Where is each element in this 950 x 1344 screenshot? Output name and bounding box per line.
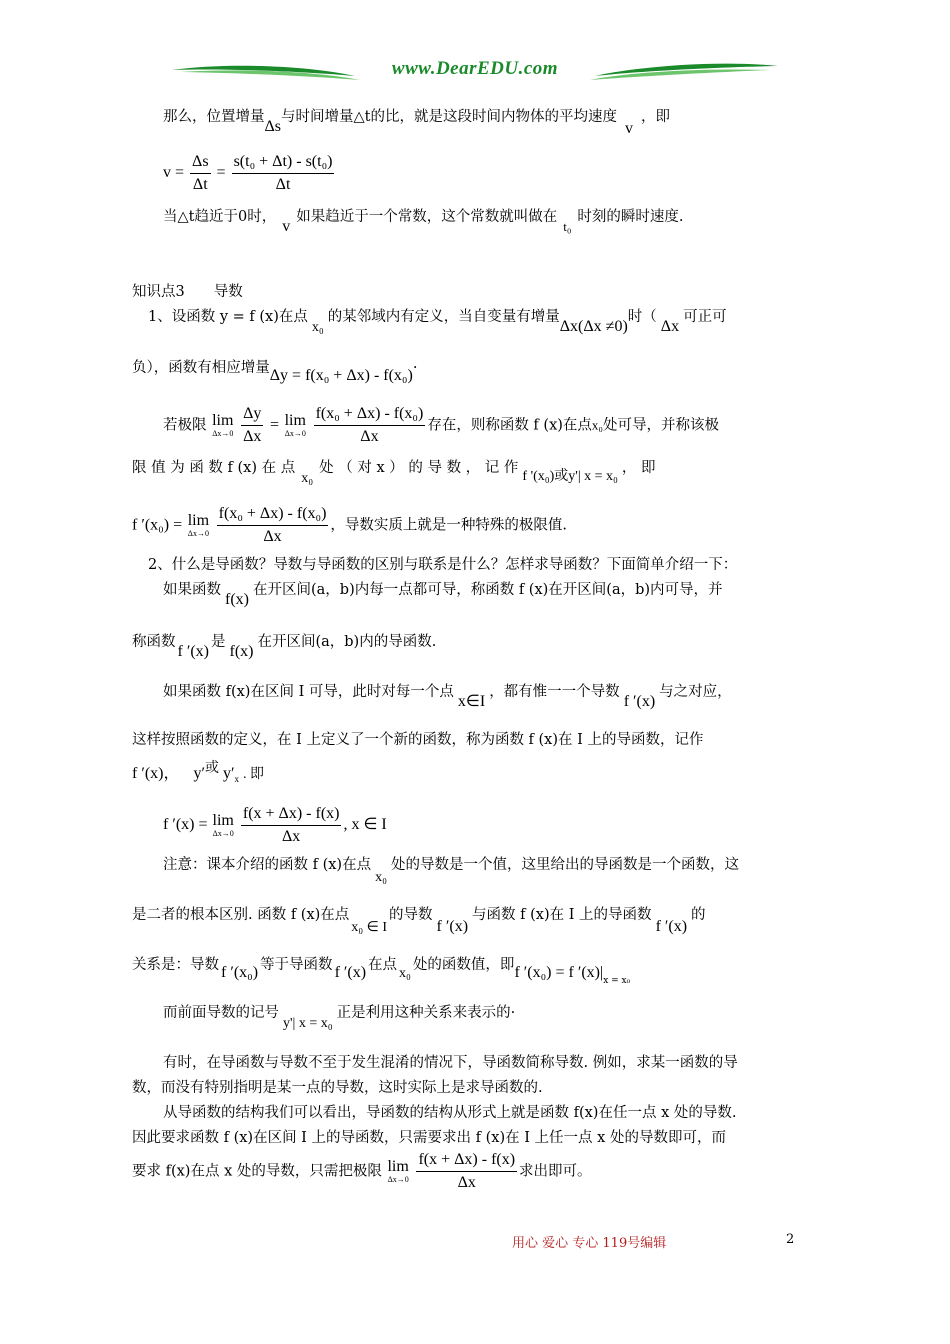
text-line: 称函数f ′(x)是f(x)在开区间(a，b)内的导函数. (132, 634, 437, 660)
equation-derivative-function: f ′(x) = lim Δx→0 $\frac{f(x + \Delta x) - f(x)}{\Delta x}$ , x ∈ I (163, 805, 387, 845)
text-line: 那么，位置增量Δs与时间增量△t的比，就是这段时间内物体的平均速度v，即 (163, 109, 670, 137)
limit-operator: lim Δx→0 (284, 411, 306, 438)
text-line: 这样按照函数的定义，在 I 上定义了一个新的函数，称为函数 f (x)在 I 上的导函数，记作 (132, 732, 704, 748)
site-header (170, 56, 780, 86)
fraction: $\frac{f(x + \Delta x) - f(x)}{\Delta x}$ (242, 805, 340, 845)
text-line: 注意：课本介绍的函数 f (x)在点x₀处的导数是一个值，这里给出的导函数是一个函数，这 (163, 857, 739, 885)
text-line: 如果函数 f(x)在区间 I 可导，此时对每一个点x∈I，都有惟一一个导数f ′(x)与之对应， (163, 684, 732, 710)
text-line: f ′(x)， y′或 $y'_x$ . 即 (132, 761, 264, 785)
text-line: 若极限 lim Δx→0 $\frac{\Delta y}{\Delta x}$ = lim Δx→0 $\frac{\text{f(x₀ + Δx) - f(x₀)}}{\Delta x}$ 存在，则称函数 f (x)在点x₀处可导，并称该极 (163, 405, 719, 445)
section-title: 知识点3 导数 (132, 284, 243, 300)
text-line: 关系是：导数 f ′(x₀) 等于导函数 f ′(x) 在点x₀处的函数值，即f ′(x₀) = f $'(x)|_{x = x_0}$ (132, 957, 631, 986)
equation-average-velocity: v = $\frac{\Delta s}{\Delta t}$ = $\frac{\text{s(t₀ + Δt) - s(t₀)}}{\Delta t}$ (163, 153, 333, 193)
fraction: $\frac{\text{f(x₀ + Δx) - f(x₀)}}{\Delta x}$ (315, 405, 424, 445)
footer-note: 用心 爱心 专心 119号编辑 (512, 1236, 667, 1251)
text-line: 而前面导数的记号y'| x = x₀正是利用这种关系来表示的· (163, 1005, 516, 1031)
text-line: 当△t趋近于0时，v如果趋近于一个常数，这个常数就叫做在t₀时刻的瞬时速度. (163, 209, 684, 235)
fraction: $\frac{\Delta s}{\Delta t}$ (192, 153, 209, 193)
text-line: 2、什么是导函数？导数与导函数的区别与联系是什么？怎样求导函数？下面简单介绍一下： (148, 557, 738, 573)
text-line: 限 值 为 函 数 f (x) 在 点x₀处 （ 对 x ） 的 导 数 ， 记 作f '(x₀)或y'| x = x₀， 即 (132, 460, 656, 486)
text-line: 如果函数f(x)在开区间(a，b)内每一点都可导，称函数 f (x)在开区间(a，b)内可导，并 (163, 582, 723, 608)
fraction: $\frac{\Delta y}{\Delta x}$ (243, 405, 262, 445)
fraction: $\frac{\text{f(x₀ + Δx) - f(x₀)}}{\Delta x}$ (218, 505, 327, 545)
site-url[interactable]: www.DearEDU.com (391, 58, 559, 79)
limit-operator: lim Δx→0 (187, 511, 210, 538)
text-line: 1、设函数 y = f (x)在点x₀的某邻域内有定义，当自变量有增量Δx(Δx ≠0)时（Δx可正可 (148, 309, 727, 335)
text-line: 因此要求函数 f (x)在区间 I 上的导函数，只需要求出 f (x)在 I 上任一点 x 处的导数即可，而 (132, 1130, 726, 1146)
text-line: 负），函数有相应增量Δy = f(x₀ + Δx) - f(x₀)· (132, 360, 418, 384)
limit-operator: lim Δx→0 (212, 811, 234, 838)
text-line: 要求 f(x)在点 x 处的导数，只需把极限 lim Δx→0 $\frac{f(x + \Delta x) - f(x)}{\Delta x}$ 求出即可。 (132, 1151, 592, 1191)
page-number: 2 (786, 1232, 795, 1247)
limit-operator: lim Δx→0 (212, 411, 234, 438)
fraction: $\frac{\text{s(t₀ + Δt) - s(t₀)}}{\Delta t}$ (233, 153, 333, 193)
text-line: 从导函数的结构我们可以看出，导函数的结构从形式上就是函数 f(x)在任一点 x 处的导数. (163, 1105, 737, 1121)
text-line: 有时，在导函数与导数不至于发生混淆的情况下，导函数简称导数. 例如，求某一函数的导 (163, 1055, 738, 1071)
fraction: $\frac{f(x + \Delta x) - f(x)}{\Delta x}$ (418, 1151, 516, 1191)
limit-operator: lim Δx→0 (387, 1157, 409, 1184)
text-line: f ′(x₀) = lim Δx→0 $\frac{\text{f(x₀ + Δx) - f(x₀)}}{\Delta x}$ ，导数实质上就是一种特殊的极限值. (132, 505, 568, 545)
text-line: 是二者的根本区别. 函数 f (x)在点x₀ ∈ I的导数f ′(x)与函数 f (x)在 I 上的导函数f ′(x)的 (132, 907, 706, 935)
text-line: 数，而没有特别指明是某一点的导数，这时实际上是求导函数的. (132, 1080, 543, 1096)
